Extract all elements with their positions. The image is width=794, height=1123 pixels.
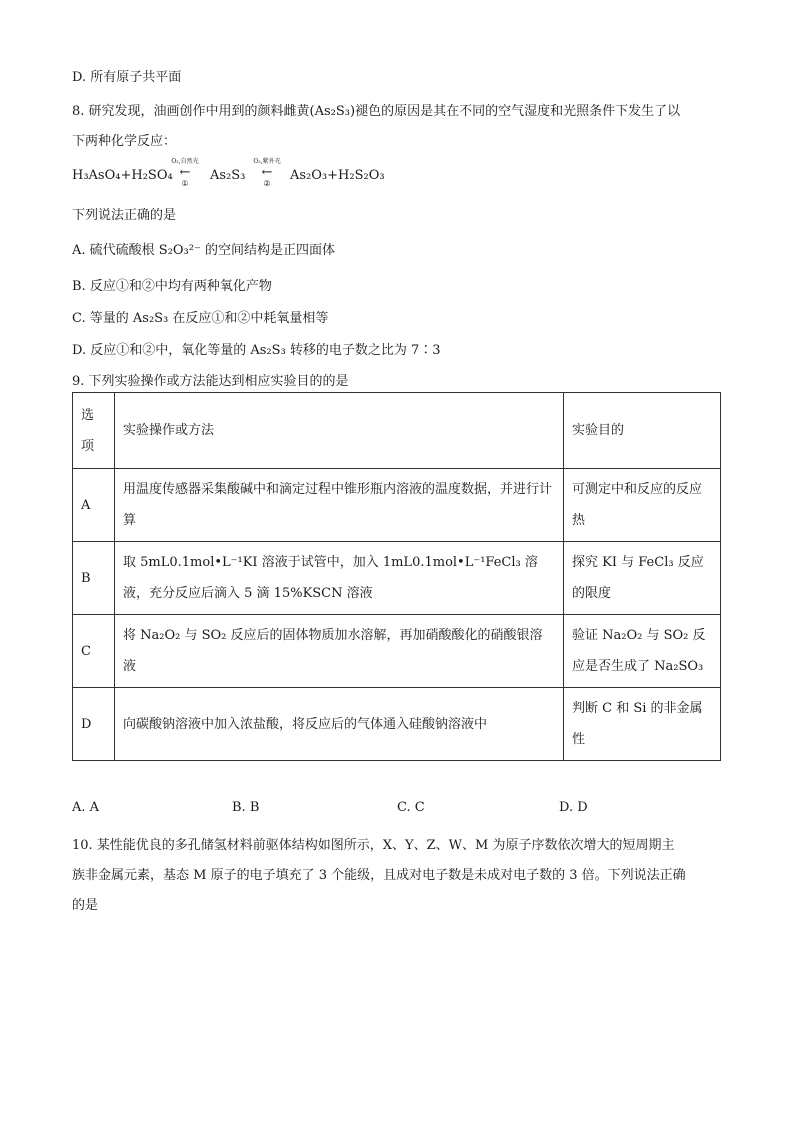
q9-answer-b: B. B	[232, 800, 260, 815]
table-row	[73, 615, 721, 688]
row-option: D	[73, 688, 115, 761]
reaction-products: As₂O₃+H₂S₂O₃	[290, 168, 385, 183]
q8-option-c: C. 等量的 As₂S₃ 在反应①和②中耗氧量相等	[72, 311, 329, 326]
table-row	[73, 469, 721, 542]
reaction-condition-2: O₂,紫外光	[253, 158, 281, 165]
table-row	[73, 688, 721, 761]
q9-stem: 9. 下列实验操作或方法能达到相应实验目的的是	[72, 374, 349, 389]
table-row	[73, 542, 721, 615]
q8-option-b: B. 反应①和②中均有两种氧化产物	[72, 279, 272, 294]
q10-stem-line2: 族非金属元素，基态 M 原子的电子填充了 3 个能级，且成对电子数是未成对电子数的 3 倍。下列说法正确	[72, 868, 686, 883]
header-purpose: 实验目的	[564, 393, 721, 469]
left-arrow-icon: ←	[261, 165, 273, 180]
left-arrow-icon: ←	[179, 165, 191, 180]
reaction-middle: As₂S₃	[210, 168, 246, 183]
q10-stem-line3: 的是	[72, 898, 99, 913]
row-method: 将 Na₂O₂ 与 SO₂ 反应后的固体物质加水溶解，再加硝酸酸化的硝酸银溶液	[115, 615, 564, 688]
row-method: 向碳酸钠溶液中加入浓盐酸，将反应后的气体通入硅酸钠溶液中	[115, 688, 564, 761]
row-option: A	[73, 469, 115, 542]
row-purpose: 探究 KI 与 FeCl₃ 反应的限度	[564, 542, 721, 615]
reaction-number-2: ②	[263, 179, 271, 188]
q8-stem-line2: 下两种化学反应：	[72, 134, 177, 149]
reaction-arrow-1	[162, 158, 208, 188]
row-method: 用温度传感器采集酸碱中和滴定过程中锥形瓶内溶液的温度数据，并进行计算	[115, 469, 564, 542]
q8-option-d: D. 反应①和②中，氧化等量的 As₂S₃ 转移的电子数之比为 7∶3	[72, 343, 441, 358]
header-method: 实验操作或方法	[115, 393, 564, 469]
reaction-number-1: ①	[181, 179, 189, 188]
q8-stem-line1: 8. 研究发现，油画创作中用到的颜料雌黄(As₂S₃)褪色的原因是其在不同的空气湿度和光照条件下发生了以	[72, 104, 681, 119]
reaction-arrow-2	[244, 158, 290, 188]
q9-answer-c: C. C	[397, 800, 425, 815]
reaction-reactants: H₃AsO₄+H₂SO₄	[72, 168, 173, 183]
reaction-condition-1: O₂,自然光	[171, 158, 199, 165]
q8-reaction-equation	[72, 158, 672, 192]
row-purpose: 可测定中和反应的反应热	[564, 469, 721, 542]
q9-answer-d: D. D	[559, 800, 588, 815]
q9-answer-a: A. A	[72, 800, 100, 815]
q7-option-d: D. 所有原子共平面	[72, 70, 182, 85]
row-option: C	[73, 615, 115, 688]
header-option: 选项	[73, 393, 115, 469]
q9-answer-options	[72, 800, 632, 820]
q10-stem-line1: 10. 某性能优良的多孔储氢材料前驱体结构如图所示，X、Y、Z、W、M 为原子序数依次增大的短周期主	[72, 838, 675, 853]
table-header-row	[73, 393, 721, 469]
q9-table	[72, 392, 721, 761]
q8-ask: 下列说法正确的是	[72, 208, 177, 223]
row-purpose: 验证 Na₂O₂ 与 SO₂ 反应是否生成了 Na₂SO₃	[564, 615, 721, 688]
row-purpose: 判断 C 和 Si 的非金属性	[564, 688, 721, 761]
row-method: 取 5mL0.1mol•L⁻¹KI 溶液于试管中，加入 1mL0.1mol•L⁻¹FeCl₃ 溶液，充分反应后滴入 5 滴 15%KSCN 溶液	[115, 542, 564, 615]
q8-option-a: A. 硫代硫酸根 S₂O₃²⁻ 的空间结构是正四面体	[72, 243, 335, 258]
row-option: B	[73, 542, 115, 615]
